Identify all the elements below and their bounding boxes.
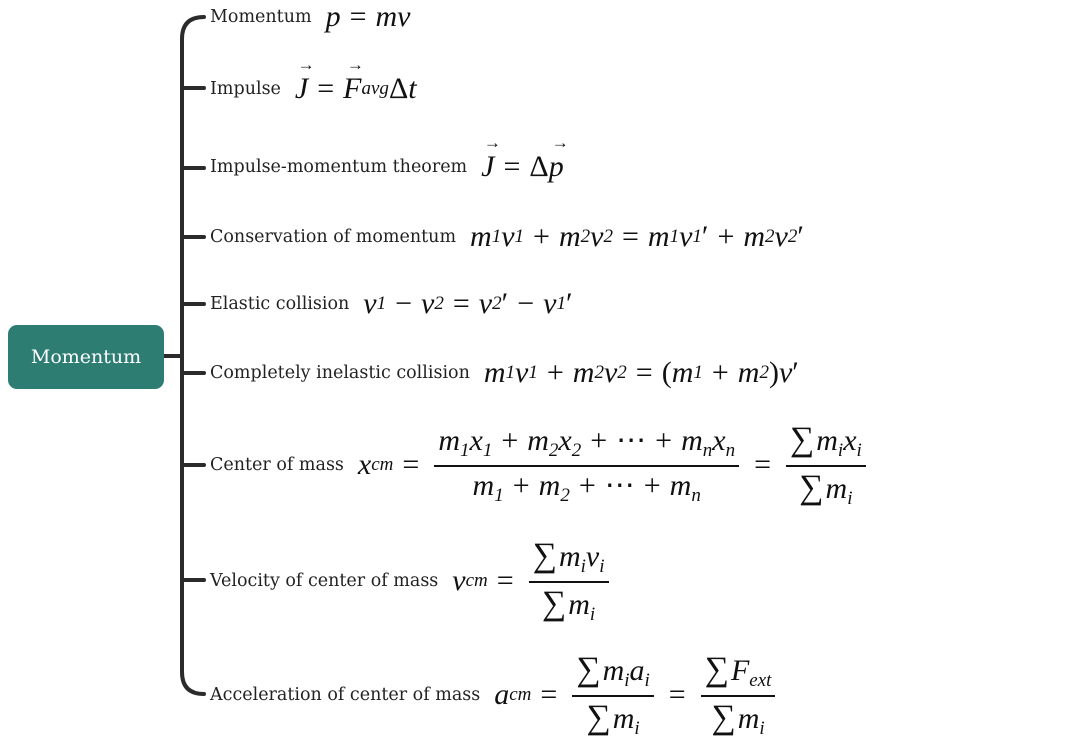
- branch-momentum[interactable]: [210, 0, 411, 34]
- equation-impulse: → J = → F avg Δ t: [295, 72, 417, 106]
- branch-impulse[interactable]: [210, 70, 417, 108]
- equation-completely-inelastic-collision: m 1 v 1 + m 2 v 2 = ( m 1 + m 2 ) v ′: [483, 356, 799, 389]
- branch-completely-inelastic-collision[interactable]: [210, 353, 799, 393]
- branch-label: Acceleration of center of mass: [210, 685, 481, 705]
- branch-velocity-of-center-of-mass[interactable]: [210, 536, 615, 626]
- equation-conservation-of-momentum: m 1 v 1 + m 2 v 2 = m 1 v 1 ′ + m 2 v 2 ′: [470, 220, 804, 253]
- branch-label: Conservation of momentum: [210, 227, 457, 247]
- branch-label: Impulse-momentum theorem: [210, 157, 468, 177]
- branch-acceleration-of-center-of-mass[interactable]: [210, 650, 781, 740]
- branch-label: Center of mass: [210, 455, 344, 475]
- root-node[interactable]: [8, 325, 164, 389]
- branch-center-of-mass[interactable]: [210, 420, 872, 510]
- branch-label: Impulse: [210, 79, 281, 99]
- branch-label: Elastic collision: [210, 294, 350, 314]
- connector-spine: [182, 17, 204, 694]
- branch-label: Completely inelastic collision: [210, 363, 470, 383]
- branch-conservation-of-momentum[interactable]: [210, 218, 804, 256]
- equation-acceleration-of-center-of-mass: a cm = $\frac{\sum m_ia_i}{\sum m_i}$ = $\frac{\sum F_{ext}}{\sum m_i}$: [494, 653, 781, 738]
- equation-impulse-momentum-theorem: → J = Δ → p: [481, 150, 564, 184]
- branch-impulse-momentum-theorem[interactable]: [210, 148, 564, 186]
- root-label: Momentum: [30, 346, 142, 368]
- equation-elastic-collision: v 1 − v 2 = v 2 ′ − v 1 ′: [363, 287, 573, 320]
- branch-elastic-collision[interactable]: [210, 284, 573, 324]
- branch-label: Velocity of center of mass: [210, 571, 439, 591]
- equation-velocity-of-center-of-mass: v cm = $\frac{\sum m_iv_i}{\sum m_i}$: [452, 539, 614, 624]
- equation-momentum: → p = m → v: [326, 0, 411, 34]
- branch-label: Momentum: [210, 7, 312, 27]
- equation-center-of-mass: x cm = $\frac{m_1x_1 + m_2x_2 + \cdots + m_nx_n}{m_1 + m_2 + \cdots + m_n}$ = $\frac{\sum m_ix_i}{\sum m_i}$: [358, 423, 872, 508]
